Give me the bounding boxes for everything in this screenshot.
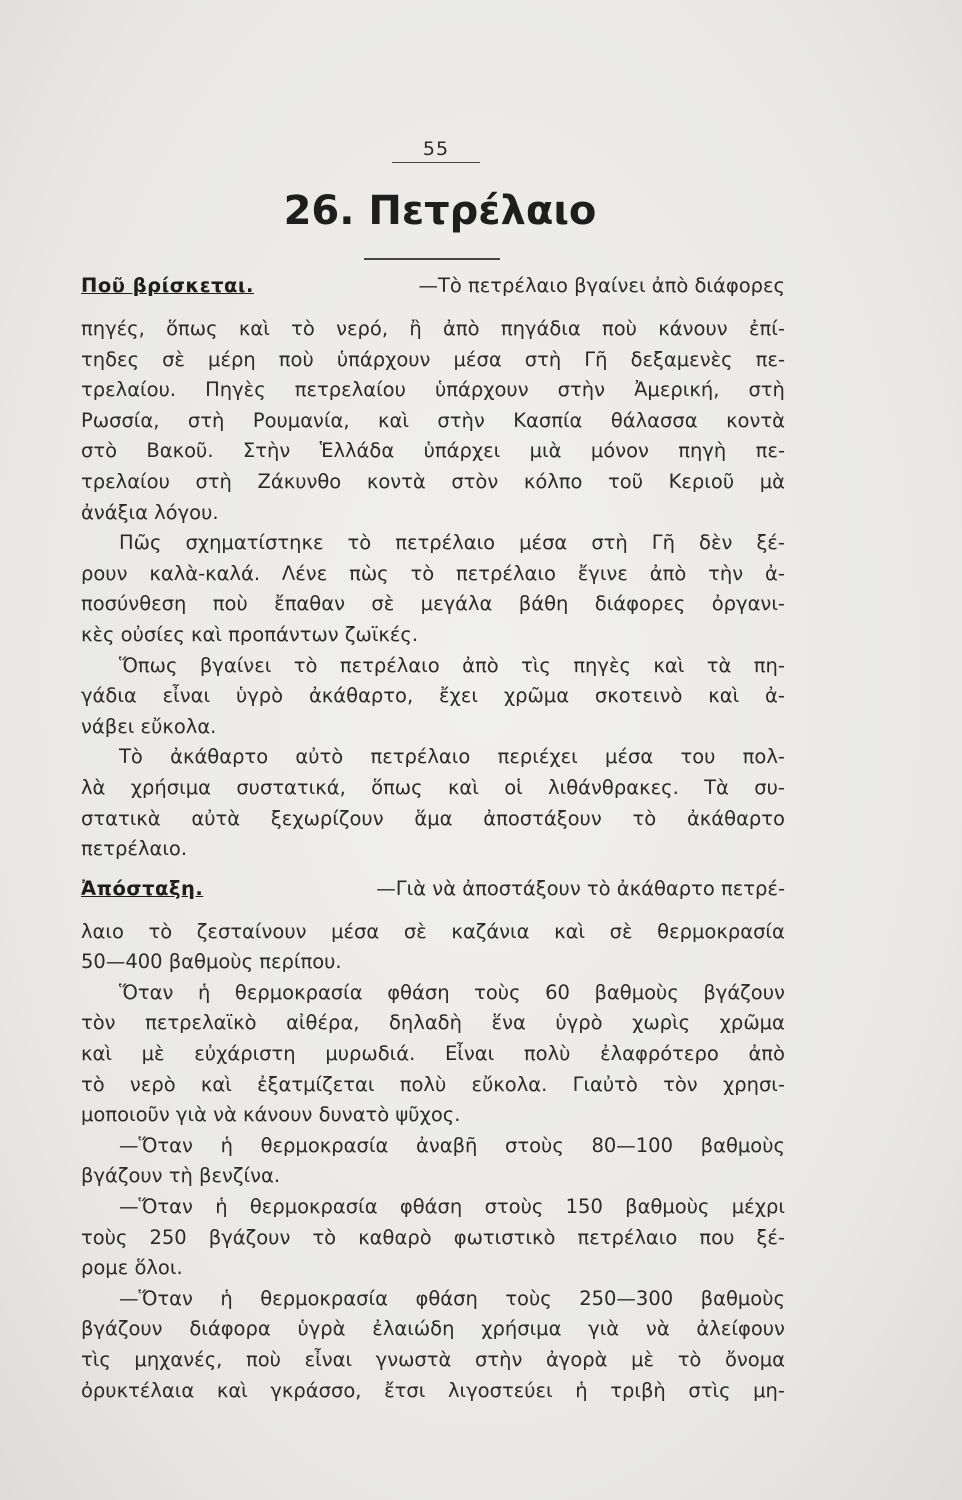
text-line: πετρέλαιο. — [81, 837, 188, 861]
text-line: ἀνάξια λόγου. — [81, 500, 219, 524]
text-line: τηδες σὲ μέρη ποὺ ὑπάρχουν μέσα στὴ Γῆ δεξαμενὲς πε- — [81, 347, 785, 371]
chapter-title: 26. Πετρέλαιο — [283, 188, 597, 234]
text-line: —Τὸ πετρέλαιο βγαίνει ἀπὸ διάφορες — [418, 274, 785, 297]
text-line: —Ὅταν ἡ θερμοκρασία φθάση τοὺς 250—300 βαθμοὺς — [119, 1286, 785, 1310]
text-line: λαιο τὸ ζεσταίνουν μέσα σὲ καζάνια καὶ σὲ θερμοκρασία — [81, 919, 785, 943]
text-line: γάδια εἶναι ὑγρὸ ἀκάθαρτο, ἔχει χρῶμα σκοτεινὸ καὶ ἀ- — [81, 684, 785, 708]
text-line: τὶς μηχανές, ποὺ εἶναι γνωστὰ στὴν ἀγορὰ μὲ τὸ ὄνομα — [81, 1348, 785, 1371]
page-number: 55 — [392, 138, 480, 163]
text-line: τοὺς 250 βγάζουν τὸ καθαρὸ φωτιστικὸ πετρέλαιο που ξέ- — [81, 1225, 785, 1249]
text-line: νάβει εὔκολα. — [81, 714, 217, 738]
text-line: Πῶς σχηματίστηκε τὸ πετρέλαιο μέσα στὴ Γῆ δὲν ξέ- — [119, 531, 785, 555]
text-line: ρομε ὅλοι. — [81, 1256, 183, 1280]
text-line: Ρωσσία, στὴ Ρουμανία, καὶ στὴν Κασπία θάλασσα κοντὰ — [81, 408, 785, 432]
text-line: Τὸ ἀκάθαρτο αὐτὸ πετρέλαιο περιέχει μέσα του πολ- — [119, 745, 785, 769]
text-line: —Ὅταν ἡ θερμοκρασία ἀναβῆ στοὺς 80—100 βαθμοὺς — [119, 1133, 785, 1157]
text-line: στὸ Βακοῦ. Στὴν Ἑλλάδα ὑπάρχει μιὰ μόνον πηγὴ πε- — [81, 439, 785, 463]
title-rule — [364, 258, 500, 260]
text-line: Ὅπως βγαίνει τὸ πετρέλαιο ἀπὸ τὶς πηγὲς καὶ τὰ πη- — [119, 653, 785, 677]
text-line: τρελαίου στὴ Ζάκυνθο κοντὰ στὸν κόλπο τοῦ Κεριοῦ μὰ — [81, 469, 785, 493]
text-line: καὶ μὲ εὐχάριστη μυρωδιά. Εἶναι πολὺ ἐλαφρότερο ἀπὸ — [81, 1042, 785, 1066]
text-line: τρελαίου. Πηγὲς πετρελαίου ὑπάρχουν στὴν Ἀμερική, στὴ — [81, 378, 785, 402]
section-heading-line — [81, 268, 785, 314]
body-text — [81, 268, 785, 1406]
text-line: ρουν καλὰ-καλά. Λένε πὼς τὸ πετρέλαιο ἔγινε ἀπὸ τὴν ἀ- — [81, 561, 785, 585]
text-line: τὸ νερὸ καὶ ἐξατμίζεται πολὺ εὔκολα. Γιαὐτὸ τὸν χρησι- — [81, 1072, 785, 1096]
text-line: ὀρυκτέλαια καὶ γκράσσο, ἔτσι λιγοστεύει ἡ τριβὴ στὶς μη- — [81, 1378, 785, 1402]
text-line: λὰ χρήσιμα συστατικά, ὅπως καὶ οἱ λιθάνθρακες. Τὰ συ- — [81, 775, 785, 799]
section-term: Ἀπόσταξη. — [81, 876, 204, 900]
section-heading-line — [81, 871, 785, 917]
text-line: —Ὅταν ἡ θερμοκρασία φθάση στοὺς 150 βαθμοὺς μέχρι — [119, 1195, 785, 1219]
text-line: τὸν πετρελαϊκὸ αἰθέρα, δηλαδὴ ἕνα ὑγρὸ χωρὶς χρῶμα — [81, 1011, 785, 1035]
text-line: —Γιὰ νὰ ἀποστάξουν τὸ ἀκάθαρτο πετρέ- — [376, 876, 785, 900]
section-term: Ποῦ βρίσκεται. — [81, 274, 254, 297]
text-line: βγάζουν τὴ βενζίνα. — [81, 1164, 281, 1188]
text-line: βγάζουν διάφορα ὑγρὰ ἐλαιώδη χρήσιμα γιὰ νὰ ἀλείφουν — [81, 1317, 785, 1341]
text-line: κὲς οὐσίες καὶ προπάντων ζωϊκές. — [81, 622, 419, 646]
text-line: 50—400 βαθμοὺς περίπου. — [81, 950, 342, 974]
text-line: στατικὰ αὐτὰ ξεχωρίζουν ἅμα ἀποστάξουν τὸ ἀκάθαρτο — [81, 806, 785, 830]
text-line: πηγές, ὅπως καὶ τὸ νερό, ἢ ἀπὸ πηγάδια ποὺ κάνουν ἐπί- — [81, 317, 785, 340]
text-line: Ὅταν ἡ θερμοκρασία φθάση τοὺς 60 βαθμοὺς βγάζουν — [119, 980, 785, 1004]
text-line: ποσύνθεση ποὺ ἔπαθαν σὲ μεγάλα βάθη διάφορες ὀργανι- — [81, 592, 785, 616]
text-line: μοποιοῦν γιὰ νὰ κάνουν δυνατὸ ψῦχος. — [81, 1103, 461, 1127]
